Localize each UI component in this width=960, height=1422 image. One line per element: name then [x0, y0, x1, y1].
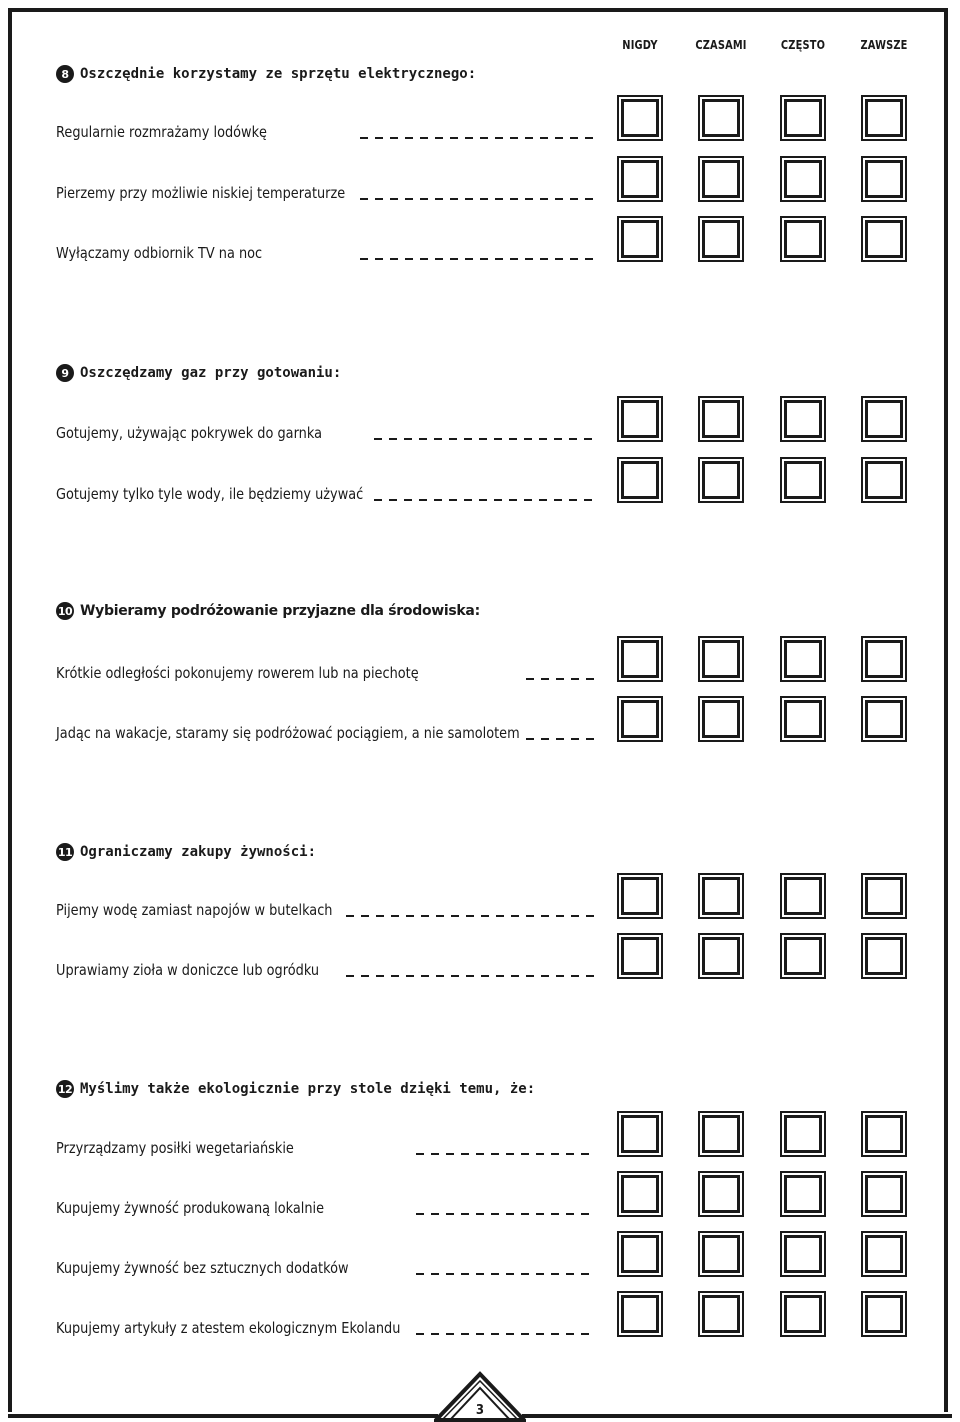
- section-title-text: Oszczędzamy gaz przy gotowaniu:: [80, 365, 342, 381]
- answer-checkbox-zawsze[interactable]: [865, 1235, 903, 1273]
- answer-checkbox-zawsze[interactable]: [865, 640, 903, 678]
- question-label: Krótkie odległości pokonujemy rowerem lub na piechotę: [56, 664, 419, 682]
- answer-checkbox-czasami[interactable]: [702, 1175, 740, 1213]
- answer-checkbox-nigdy[interactable]: [621, 877, 659, 915]
- section-title-8: [56, 63, 476, 85]
- dashed-leader-line: [526, 738, 596, 740]
- question-row: [56, 895, 596, 925]
- answer-checkbox-czesto[interactable]: [784, 400, 822, 438]
- question-row: [56, 117, 596, 147]
- answer-checkbox-zawsze[interactable]: [865, 99, 903, 137]
- section-number-badge: 9: [56, 364, 74, 382]
- section-title-text: Oszczędnie korzystamy ze sprzętu elektrycznego:: [80, 66, 477, 82]
- answer-checkbox-czesto[interactable]: [784, 461, 822, 499]
- question-label: Kupujemy artykuły z atestem ekologicznym Ekolandu: [56, 1319, 401, 1337]
- answer-checkbox-czasami[interactable]: [702, 640, 740, 678]
- dashed-leader-line: [360, 258, 596, 260]
- answer-checkbox-czesto[interactable]: [784, 99, 822, 137]
- section-title-text: Ograniczamy zakupy żywności:: [80, 844, 317, 860]
- answer-checkbox-czesto[interactable]: [784, 877, 822, 915]
- answer-checkbox-czasami[interactable]: [702, 1235, 740, 1273]
- answer-checkbox-czesto[interactable]: [784, 700, 822, 738]
- answer-checkbox-nigdy[interactable]: [621, 160, 659, 198]
- dashed-leader-line: [416, 1153, 596, 1155]
- question-row: [56, 1193, 596, 1223]
- column-header-czesto: CZĘSTO: [780, 38, 826, 52]
- answer-checkbox-nigdy[interactable]: [621, 1175, 659, 1213]
- question-label: Pijemy wodę zamiast napojów w butelkach: [56, 901, 333, 919]
- answer-checkbox-czasami[interactable]: [702, 700, 740, 738]
- dashed-leader-line: [360, 198, 596, 200]
- answer-checkbox-czesto[interactable]: [784, 220, 822, 258]
- answer-checkbox-zawsze[interactable]: [865, 1115, 903, 1153]
- question-label: Wyłączamy odbiornik TV na noc: [56, 244, 263, 262]
- section-title-9: [56, 362, 341, 384]
- answer-checkbox-czasami[interactable]: [702, 877, 740, 915]
- question-row: [56, 718, 596, 748]
- answer-checkbox-zawsze[interactable]: [865, 937, 903, 975]
- answer-checkbox-nigdy[interactable]: [621, 400, 659, 438]
- section-number-badge: 8: [56, 65, 74, 83]
- answer-checkbox-czasami[interactable]: [702, 461, 740, 499]
- question-row: [56, 479, 596, 509]
- dashed-leader-line: [374, 438, 596, 440]
- section-title-12: [56, 1078, 535, 1100]
- answer-checkbox-zawsze[interactable]: [865, 220, 903, 258]
- answer-checkbox-zawsze[interactable]: [865, 160, 903, 198]
- question-label: Przyrządzamy posiłki wegetariańskie: [56, 1139, 294, 1157]
- answer-checkbox-zawsze[interactable]: [865, 400, 903, 438]
- question-row: [56, 178, 596, 208]
- question-row: [56, 955, 596, 985]
- answer-checkbox-nigdy[interactable]: [621, 99, 659, 137]
- answer-checkbox-czasami[interactable]: [702, 99, 740, 137]
- question-row: [56, 238, 596, 268]
- answer-checkbox-czesto[interactable]: [784, 1295, 822, 1333]
- frame-bottom-right: [522, 1414, 952, 1418]
- question-label: Gotujemy tylko tyle wody, ile będziemy używać: [56, 485, 364, 503]
- answer-checkbox-zawsze[interactable]: [865, 1175, 903, 1213]
- answer-checkbox-czasami[interactable]: [702, 1295, 740, 1333]
- answer-checkbox-czesto[interactable]: [784, 1115, 822, 1153]
- answer-checkbox-nigdy[interactable]: [621, 1295, 659, 1333]
- question-row: [56, 1133, 596, 1163]
- answer-checkbox-czesto[interactable]: [784, 937, 822, 975]
- column-header-czasami: CZASAMI: [695, 38, 747, 52]
- section-title-10: [56, 600, 480, 622]
- answer-checkbox-nigdy[interactable]: [621, 1235, 659, 1273]
- section-number-badge: 11: [56, 843, 74, 861]
- answer-checkbox-zawsze[interactable]: [865, 461, 903, 499]
- frame-bottom-left: [8, 1414, 438, 1418]
- question-label: Pierzemy przy możliwie niskiej temperaturze: [56, 184, 346, 202]
- question-label: Uprawiamy zioła w doniczce lub ogródku: [56, 961, 320, 979]
- column-header-zawsze: ZAWSZE: [860, 38, 908, 52]
- question-label: Kupujemy żywność produkowaną lokalnie: [56, 1199, 325, 1217]
- question-label: Gotujemy, używając pokrywek do garnka: [56, 424, 322, 442]
- answer-checkbox-nigdy[interactable]: [621, 461, 659, 499]
- section-title-11: [56, 841, 316, 863]
- dashed-leader-line: [416, 1273, 596, 1275]
- answer-checkbox-nigdy[interactable]: [621, 220, 659, 258]
- question-label: Regularnie rozmrażamy lodówkę: [56, 123, 268, 141]
- question-row: [56, 418, 596, 448]
- answer-checkbox-zawsze[interactable]: [865, 877, 903, 915]
- answer-checkbox-nigdy[interactable]: [621, 640, 659, 678]
- answer-checkbox-czasami[interactable]: [702, 160, 740, 198]
- answer-checkbox-czasami[interactable]: [702, 220, 740, 258]
- question-row: [56, 1313, 596, 1343]
- section-number-badge: 12: [56, 1080, 74, 1098]
- dashed-leader-line: [416, 1333, 596, 1335]
- answer-checkbox-zawsze[interactable]: [865, 1295, 903, 1333]
- dashed-leader-line: [346, 915, 596, 917]
- dashed-leader-line: [526, 678, 596, 680]
- answer-checkbox-czesto[interactable]: [784, 160, 822, 198]
- column-headers: [0, 38, 960, 58]
- dashed-leader-line: [416, 1213, 596, 1215]
- answer-checkbox-czasami[interactable]: [702, 400, 740, 438]
- answer-checkbox-czesto[interactable]: [784, 640, 822, 678]
- question-row: [56, 1253, 596, 1283]
- answer-checkbox-zawsze[interactable]: [865, 700, 903, 738]
- answer-checkbox-nigdy[interactable]: [621, 937, 659, 975]
- answer-checkbox-czasami[interactable]: [702, 937, 740, 975]
- page-number: 3: [475, 1403, 485, 1418]
- answer-checkbox-nigdy[interactable]: [621, 700, 659, 738]
- section-title-text: Wybieramy podróżowanie przyjazne dla środowiska:: [80, 603, 480, 619]
- answer-checkbox-czesto[interactable]: [784, 1235, 822, 1273]
- question-label: Kupujemy żywność bez sztucznych dodatków: [56, 1259, 349, 1277]
- dashed-leader-line: [374, 499, 596, 501]
- dashed-leader-line: [360, 137, 596, 139]
- question-row: [56, 658, 596, 688]
- section-title-text: Myślimy także ekologicznie przy stole dzięki temu, że:: [80, 1081, 536, 1097]
- section-number-badge: 10: [56, 602, 74, 620]
- column-header-nigdy: NIGDY: [622, 38, 658, 52]
- dashed-leader-line: [346, 975, 596, 977]
- answer-checkbox-czesto[interactable]: [784, 1175, 822, 1213]
- answer-checkbox-nigdy[interactable]: [621, 1115, 659, 1153]
- question-label: Jadąc na wakacje, staramy się podróżować pociągiem, a nie samolotem: [56, 724, 520, 742]
- answer-checkbox-czasami[interactable]: [702, 1115, 740, 1153]
